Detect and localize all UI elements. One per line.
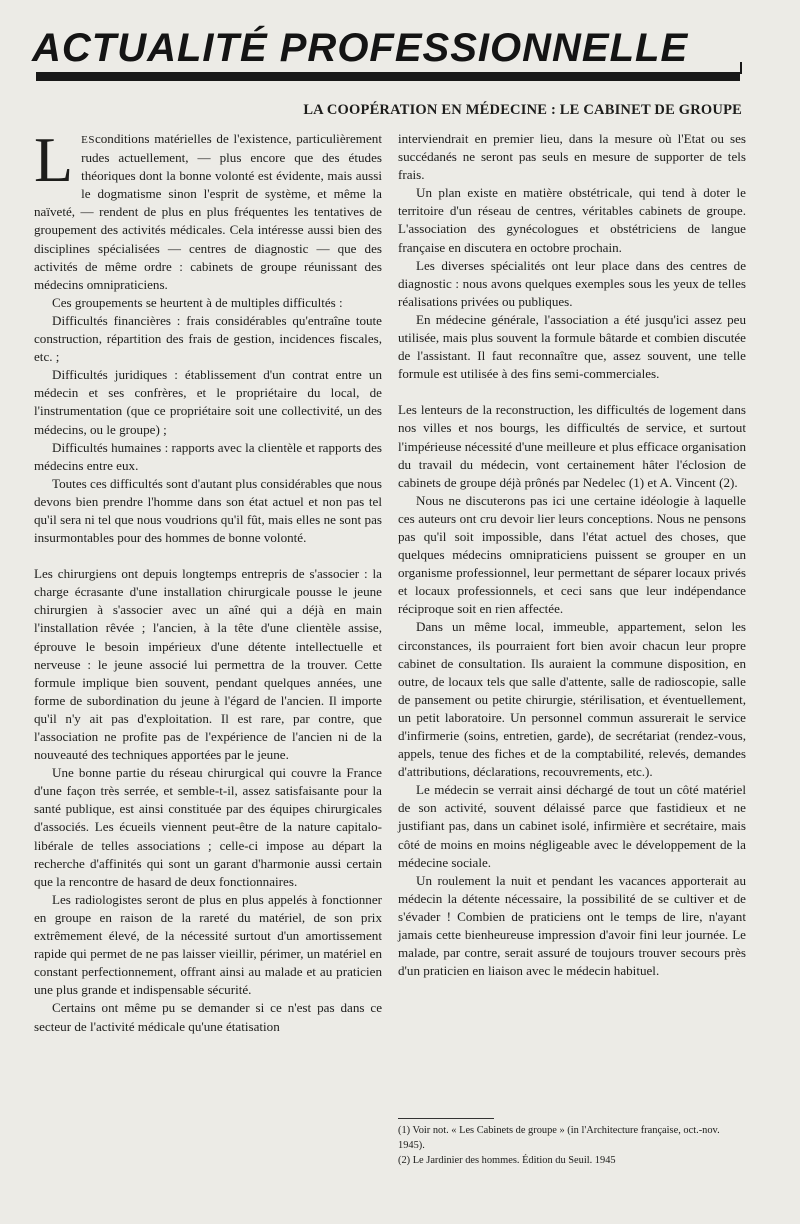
paragraph: En médecine générale, l'association a été jusqu'ici assez peu utilisée, mais plus souvent la formule bâtarde et combien discutée de l'assistant. Il faut reconnaître que, assez souvent, une telle formule est utilisée à des fins semi-commerciales. bbox=[398, 311, 746, 382]
footnote: (2) Le Jardinier des hommes. Édition du Seuil. 1945 bbox=[398, 1155, 616, 1166]
footnote-separator bbox=[398, 1118, 494, 1119]
paragraph: Difficultés juridiques : établissement d'un contrat entre un médecin et ses confrères, et le propriétaire du local, de l'instrumentation (que ce propriétaire soit une collectivité, un des médecins, ou le groupe) ; bbox=[34, 367, 382, 437]
paragraph: Ces groupements se heurtent à de multiples difficultés : bbox=[52, 294, 343, 310]
paragraph-text: conditions matérielles de l'existence, particulièrement rudes actuellement, — plus encore que des études théoriques dont la bonne volonté est évidente, mais aussi le dogmatisme sinon l'esprit de système, et même la naïveté, — rendent de plus en plus fréquentes les tentatives de groupement des activités médicales. Cela intéresse aussi bien des disciplines spécialisées — centres de diagnostic — que des activités de même ordre : cabinets de groupe réunissant des médecins omnipraticiens. bbox=[34, 131, 382, 292]
section-gap bbox=[34, 547, 382, 565]
paragraph: Les chirurgiens ont depuis longtemps entrepris de s'associer : la charge écrasante d'une installation chirurgicale pousse le jeune chirurgien à s'associer avec un aîné qui a déjà en main l'installation rêvée ; l'ancien, à la tête d'une clientèle assise, éprouve le besoin impérieux d'une détente intellectuelle et nerveuse : le jeune associé lui permettra de la trouver. Cette formule implique bien souvent, pendant quelques années, une forme de subordination du jeune à l'égard de l'ancien. Il importe qu'il n'y ait pas d'exploitation. Il est rare, par contre, que l'association ne profite pas de l'expérience de l'ancien ni de la nouveauté des techniques apportées par le jeune. bbox=[34, 566, 382, 763]
paragraph: Les radiologistes seront de plus en plus appelés à fonctionner en groupe en raison de la rareté du matériel, de son prix extrêmement élevé, de la nécessité surtout d'un amortissement rapide qui permet de ne pas laisser vieillir, périmer, un matériel en constant perfectionnement, offrant ainsi au malade et au praticien une plus grande et indispensable sécurité. bbox=[34, 891, 382, 998]
section-gap bbox=[398, 383, 746, 401]
paragraph: Nous ne discuterons pas ici une certaine idéologie à laquelle ces auteurs ont cru devoir lier leurs conceptions. Nous ne pensons pas qu'il soit impossible, dans l'état actuel des choses, que quelques médecins omnipraticiens puissent se grouper en un organisme professionnel, leur permettant de séparer locaux privés et locaux professionnels, et ceci sans que leur indépendance réciproque soit en rien affectée. bbox=[398, 492, 746, 617]
drop-cap: L bbox=[34, 124, 74, 195]
paragraph: Les lenteurs de la reconstruction, les difficultés de logement dans nos villes et nos bourgs, les difficultés de service, et surtout l'impérieuse nécessité d'une meilleure et plus efficace organisation du travail du médecin, vont certainement hâter l'éclosion de cabinets de groupe déjà prônés par Nedelec (1) et A. Vincent (2). bbox=[398, 402, 746, 490]
paragraph: Un plan existe en matière obstétricale, qui tend à doter le territoire d'un réseau de centres, véritables cabinets de groupe. L'association des gynécologues et obstétriciens de langue française en discutera en octobre prochain. bbox=[398, 185, 746, 255]
title-rule bbox=[36, 72, 740, 81]
first-word: ES bbox=[81, 134, 95, 146]
paragraph: Une bonne partie du réseau chirurgical qui couvre la France d'une façon très serrée, et semble-t-il, assez satisfaisante pour la santé publique, est ainsi constituée par des équipes chirurgicales d'associés. Les écueils viennent peut-être de la nature capitalo-libérale de telles associations ; celle-ci impose au départ la recherche d'affinités qui sont un garant d'harmonie aussi certain que la rencontre de hasard de deux fonctionnaires. bbox=[34, 765, 382, 889]
title-rule-tail bbox=[740, 62, 742, 74]
left-column bbox=[34, 124, 382, 1036]
section-title: ACTUALITÉ PROFESSIONNELLE bbox=[32, 26, 689, 70]
paragraph: Toutes ces difficultés sont d'autant plus considérables que nous devons bien prendre l'homme dans son état actuel et non pas tel qu'il sera ni tel que nous voudrions qu'il fût, mais elles ne sont pas insurmontables pour des hommes de bonne volonté. bbox=[34, 475, 382, 546]
article-title: LA COOPÉRATION EN MÉDECINE : LE CABINET DE GROUPE bbox=[303, 102, 742, 118]
paragraph: Certains ont même pu se demander si ce n'est pas dans ce secteur de l'activité médicale qu'une étatisation bbox=[34, 1000, 382, 1034]
paragraph: Dans un même local, immeuble, appartement, selon les circonstances, ils pourraient fort bien avoir chacun leur propre cabinet de consultation. Ils auraient la commune disposition, en outre, de locaux tels que salle d'attente, salle de radioscopie, salle de pansement ou petite chirurgie, stérilisation, et éventuellement, un petit laboratoire. Un personnel commun assurerait le service d'infirmerie (soins, entretien, garde), de secrétariat (rendez-vous, appels, tenue des fiches et de la comptabilité, relevés, demandes d'attributions, déclarations, recouvrements, etc.). bbox=[398, 619, 746, 780]
paragraph: interviendrait en premier lieu, dans la mesure où l'Etat ou ses succédanés ne seront pas seuls en mesure de supporter de tels frais. bbox=[398, 131, 746, 183]
paragraph bbox=[34, 124, 382, 294]
footnotes bbox=[398, 1118, 748, 1168]
paragraph: Difficultés humaines : rapports avec la clientèle et rapports des médecins entre eux. bbox=[34, 439, 382, 473]
paragraph: Les diverses spécialités ont leur place dans des centres de diagnostic : nous avons quelques exemples sous les yeux de telles réalisations privées ou publiques. bbox=[398, 257, 746, 309]
footnote: (1) Voir not. « Les Cabinets de groupe » (in l'Architecture française, oct.-nov. 1945). bbox=[398, 1125, 720, 1151]
right-column bbox=[398, 130, 746, 980]
paragraph: Un roulement la nuit et pendant les vacances apporterait au médecin la détente nécessaire, la possibilité de se cultiver et de s'évader ! Combien de praticiens ont le temps de lire, n'ayant jamais cette bienheureuse impression d'avoir fini leur journée. Le malade, par contre, serait assuré de toujours trouver secours près d'un praticien en liaison avec le médecin habituel. bbox=[398, 872, 746, 979]
paragraph: Difficultés financières : frais considérables qu'entraîne toute construction, répartition des frais de gestion, incidences fiscales, etc. ; bbox=[34, 312, 382, 365]
paragraph: Le médecin se verrait ainsi déchargé de tout un côté matériel de son activité, souvent délaissé parce que fastidieux et ne justifiant pas, dans un cabinet isolé, infirmière et secrétaire, mais côté de moins en moins négligeable avec le développement de la médecine sociale. bbox=[398, 782, 746, 870]
